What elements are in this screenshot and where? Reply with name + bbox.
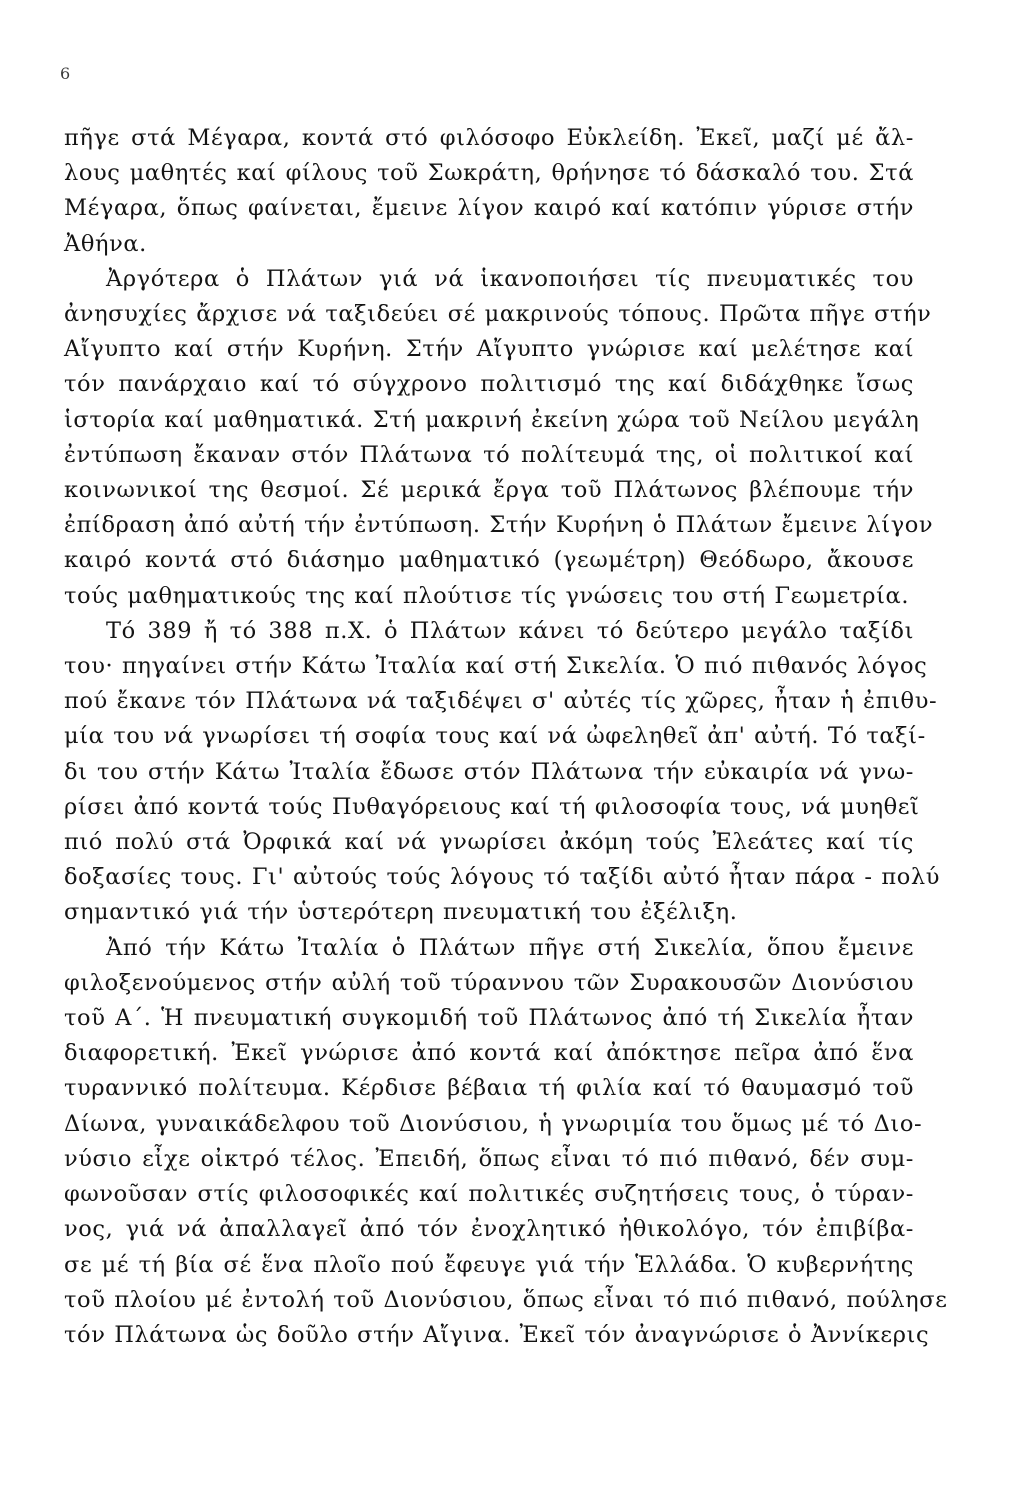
paragraph-1 [64, 121, 914, 262]
text-line: δι του στήν Κάτω Ἰταλία ἔδωσε στόν Πλάτωνα τήν εὐκαιρία νά γνω- [64, 758, 914, 785]
text-line: Ἀθήνα. [64, 230, 147, 257]
text-line: ρίσει ἀπό κοντά τούς Πυθαγόρειους καί τή φιλοσοφία τους, νά μυηθεῖ [64, 793, 920, 820]
paragraph-3 [64, 614, 941, 931]
text-line: πῆγε στά Μέγαρα, κοντά στό φιλόσοφο Εὐκλείδη. Ἐκεῖ, μαζί μέ ἄλ- [64, 125, 914, 151]
text-line: σημαντικό γιά τήν ὑστερότερη πνευματική του ἐξέλιξη. [64, 899, 738, 926]
text-line: τούς μαθηματικούς της καί πλούτισε τίς γνώσεις του στή Γεωμετρία. [64, 582, 910, 609]
page-number: 6 [60, 64, 71, 83]
paragraph-4 [64, 931, 948, 1353]
text-line: Μέγαρα, ὅπως φαίνεται, ἔμεινε λίγον καιρό καί κατόπιν γύρισε στήν [64, 195, 914, 222]
text-line: τοῦ πλοίου μέ ἐντολή τοῦ Διονύσιου, ὅπως εἶναι τό πιό πιθανό, πούλησε [64, 1286, 948, 1313]
text-line: Ἀπό τήν Κάτω Ἰταλία ὁ Πλάτων πῆγε στή Σικελία, ὅπου ἔμεινε [106, 934, 914, 961]
text-line: τόν πανάρχαιο καί τό σύγχρονο πολιτισμό της καί διδάχθηκε ἴσως [64, 371, 914, 398]
text-line: καιρό κοντά στό διάσημο μαθηματικό (γεωμέτρη) Θεόδωρο, ἄκουσε [64, 547, 914, 574]
text-line: ἐπίδραση ἀπό αὐτή τήν ἐντύπωση. Στήν Κυρήνη ὁ Πλάτων ἔμεινε λίγον [64, 512, 934, 539]
text-line: φιλοξενούμενος στήν αὐλή τοῦ τύραννου τῶν Συρακουσῶν Διονύσιου [64, 969, 914, 996]
text-line: Αἴγυπτο καί στήν Κυρήνη. Στήν Αἴγυπτο γνώρισε καί μελέτησε καί [64, 336, 914, 363]
text-line: φωνοῦσαν στίς φιλοσοφικές καί πολιτικές συζητήσεις τους, ὁ τύραν- [64, 1181, 914, 1208]
text-line: ἀνησυχίες ἄρχισε νά ταξιδεύει σέ μακρινούς τόπους. Πρῶτα πῆγε στήν [64, 301, 932, 328]
paragraph-2 [64, 262, 934, 614]
text-line: τόν Πλάτωνα ὡς δοῦλο στήν Αἴγινα. Ἐκεῖ τόν ἀναγνώρισε ὁ Ἀννίκερις [64, 1321, 930, 1348]
text-line: Τό 389 ἤ τό 388 π.Χ. ὁ Πλάτων κάνει τό δεύτερο μεγάλο ταξίδι [106, 617, 914, 644]
text-line: σε μέ τή βία σέ ἕνα πλοῖο πού ἔφευγε γιά τήν Ἑλλάδα. Ὁ κυβερνήτης [64, 1251, 914, 1278]
text-line: ἱστορία καί μαθηματικά. Στή μακρινή ἐκείνη χώρα τοῦ Νείλου μεγάλη [64, 406, 920, 433]
text-line: λους μαθητές καί φίλους τοῦ Σωκράτη, θρήνησε τό δάσκαλό του. Στά [64, 160, 914, 187]
text-line: δοξασίες τους. Γι' αὐτούς τούς λόγους τό ταξίδι αὐτό ἦταν πάρα - πολύ [64, 864, 941, 891]
text-line: νύσιο εἶχε οἰκτρό τέλος. Ἐπειδή, ὅπως εἶναι τό πιό πιθανό, δέν συμ- [64, 1145, 914, 1172]
body-text [64, 121, 948, 1353]
text-line: νος, γιά νά ἀπαλλαγεῖ ἀπό τόν ἐνοχλητικό ἠθικολόγο, τόν ἐπιβίβα- [64, 1216, 914, 1243]
text-line: τοῦ Α΄. Ἡ πνευματική συγκομιδή τοῦ Πλάτωνος ἀπό τή Σικελία ἦταν [64, 1005, 914, 1032]
text-line: διαφορετική. Ἐκεῖ γνώρισε ἀπό κοντά καί ἀπόκτησε πεῖρα ἀπό ἕνα [64, 1040, 914, 1067]
text-line: κοινωνικοί της θεσμοί. Σέ μερικά ἔργα τοῦ Πλάτωνος βλέπουμε τήν [64, 477, 914, 504]
text-line: Δίωνα, γυναικάδελφου τοῦ Διονύσιου, ἡ γνωριμία του ὅμως μέ τό Διο- [64, 1110, 923, 1137]
text-line: πιό πολύ στά Ὀρφικά καί νά γνωρίσει ἀκόμη τούς Ἐλεάτες καί τίς [64, 829, 914, 856]
text-line: Ἀργότερα ὁ Πλάτων γιά νά ἱκανοποιήσει τίς πνευματικές του [106, 265, 914, 292]
text-line: του· πηγαίνει στήν Κάτω Ἰταλία καί στή Σικελία. Ὁ πιό πιθανός λόγος [64, 653, 928, 680]
text-line: τυραννικό πολίτευμα. Κέρδισε βέβαια τή φιλία καί τό θαυμασμό τοῦ [64, 1075, 914, 1102]
text-line: μία του νά γνωρίσει τή σοφία τους καί νά ὠφεληθεῖ ἀπ' αὐτή. Τό ταξί- [64, 723, 926, 750]
text-line: πού ἔκανε τόν Πλάτωνα νά ταξιδέψει σ' αὐτές τίς χῶρες, ἦταν ἡ ἐπιθυ- [64, 688, 938, 715]
text-line: ἐντύπωση ἔκαναν στόν Πλάτωνα τό πολίτευμά της, οἱ πολιτικοί καί [64, 441, 914, 468]
